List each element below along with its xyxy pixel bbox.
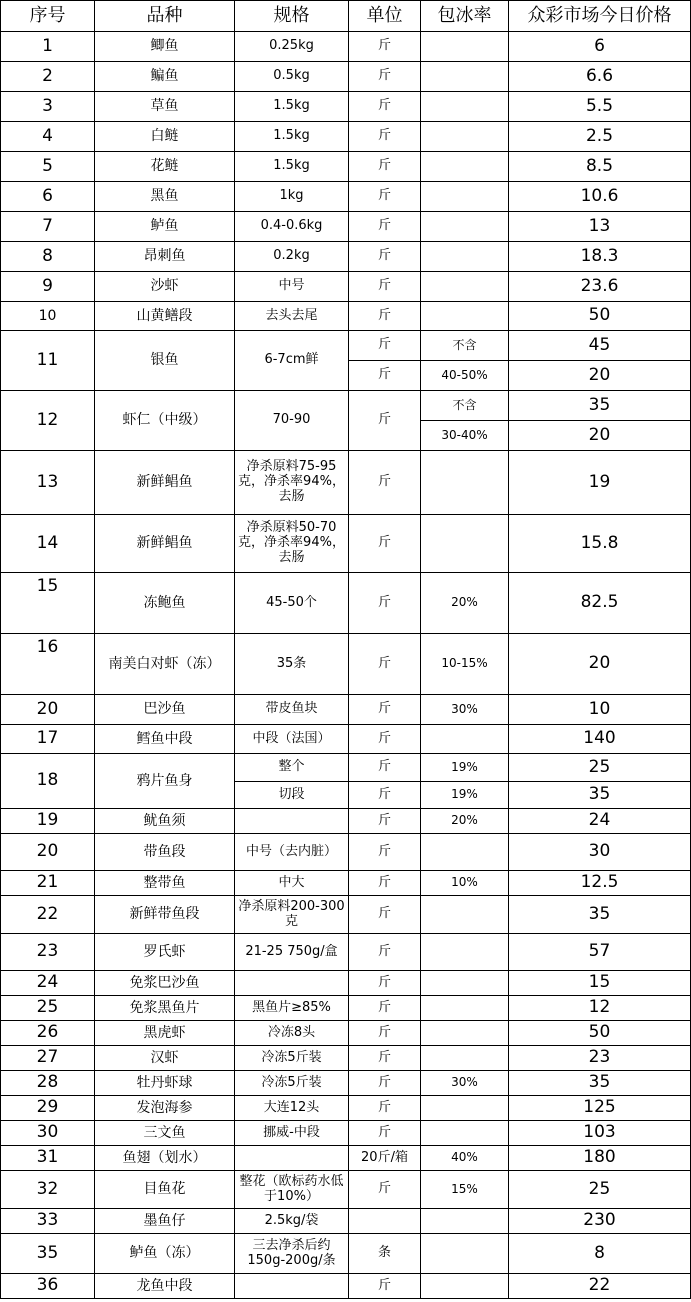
table-row xyxy=(1,212,691,242)
cell-spec: 0.2kg xyxy=(235,242,349,272)
cell-no: 5 xyxy=(1,152,95,182)
cell-spec xyxy=(235,809,349,834)
cell-name: 鳊鱼 xyxy=(95,62,235,92)
cell-unit: 斤 xyxy=(349,272,421,302)
cell-name: 带鱼段 xyxy=(95,834,235,871)
cell-no: 16 xyxy=(1,634,95,695)
cell-unit: 斤 xyxy=(349,896,421,934)
cell-no: 21 xyxy=(1,871,95,896)
cell-price: 20 xyxy=(509,361,691,391)
table-row xyxy=(1,182,691,212)
cell-no: 8 xyxy=(1,242,95,272)
cell-unit: 斤 xyxy=(349,451,421,515)
cell-name: 虾仁（中级） xyxy=(95,391,235,451)
cell-spec: 中号（去内脏） xyxy=(235,834,349,871)
table-row xyxy=(1,32,691,62)
cell-unit: 斤 xyxy=(349,634,421,695)
cell-name: 整带鱼 xyxy=(95,871,235,896)
cell-spec: 0.4-0.6kg xyxy=(235,212,349,242)
cell-spec xyxy=(235,971,349,996)
cell-unit: 斤 xyxy=(349,809,421,834)
cell-name: 龙鱼中段 xyxy=(95,1274,235,1299)
cell-name: 鸦片鱼身 xyxy=(95,754,235,809)
cell-ice xyxy=(421,1209,509,1234)
cell-ice: 30% xyxy=(421,1071,509,1096)
cell-no: 30 xyxy=(1,1121,95,1146)
table-row xyxy=(1,1274,691,1299)
cell-name: 南美白对虾（冻） xyxy=(95,634,235,695)
cell-price: 82.5 xyxy=(509,573,691,634)
cell-price: 230 xyxy=(509,1209,691,1234)
table-row xyxy=(1,1071,691,1096)
cell-no: 18 xyxy=(1,754,95,809)
cell-price: 57 xyxy=(509,934,691,971)
cell-no: 1 xyxy=(1,32,95,62)
cell-spec: 大连12头 xyxy=(235,1096,349,1121)
table-row xyxy=(1,242,691,272)
cell-spec: 21-25 750g/盒 xyxy=(235,934,349,971)
cell-name: 目鱼花 xyxy=(95,1171,235,1209)
cell-price: 180 xyxy=(509,1146,691,1171)
cell-spec: 去头去尾 xyxy=(235,302,349,331)
cell-no: 23 xyxy=(1,934,95,971)
cell-spec: 带皮鱼块 xyxy=(235,695,349,725)
cell-spec: 2.5kg/袋 xyxy=(235,1209,349,1234)
cell-ice xyxy=(421,1021,509,1046)
cell-name: 牡丹虾球 xyxy=(95,1071,235,1096)
cell-spec: 切段 xyxy=(235,782,349,809)
cell-price: 35 xyxy=(509,1071,691,1096)
cell-ice: 15% xyxy=(421,1171,509,1209)
cell-ice xyxy=(421,32,509,62)
header-row xyxy=(1,1,691,32)
cell-price: 125 xyxy=(509,1096,691,1121)
cell-no: 9 xyxy=(1,272,95,302)
cell-price: 35 xyxy=(509,896,691,934)
table-row xyxy=(1,92,691,122)
cell-name: 发泡海参 xyxy=(95,1096,235,1121)
cell-price: 50 xyxy=(509,1021,691,1046)
cell-no: 24 xyxy=(1,971,95,996)
table-row xyxy=(1,1171,691,1209)
table-row xyxy=(1,695,691,725)
cell-name: 黑鱼 xyxy=(95,182,235,212)
cell-price: 12 xyxy=(509,996,691,1021)
cell-ice: 19% xyxy=(421,782,509,809)
cell-ice xyxy=(421,1274,509,1299)
cell-ice xyxy=(421,92,509,122)
table-row xyxy=(1,834,691,871)
cell-spec: 净杀原料200-300克 xyxy=(235,896,349,934)
cell-no: 20 xyxy=(1,695,95,725)
cell-ice xyxy=(421,834,509,871)
cell-no: 15 xyxy=(1,573,95,634)
cell-name: 新鲜鲳鱼 xyxy=(95,515,235,573)
cell-spec: 0.5kg xyxy=(235,62,349,92)
cell-price: 18.3 xyxy=(509,242,691,272)
table-row xyxy=(1,302,691,331)
cell-spec: 1.5kg xyxy=(235,92,349,122)
cell-ice: 不含 xyxy=(421,391,509,421)
cell-ice xyxy=(421,212,509,242)
cell-unit: 斤 xyxy=(349,871,421,896)
cell-price: 50 xyxy=(509,302,691,331)
table-row xyxy=(1,451,691,515)
cell-ice xyxy=(421,725,509,754)
cell-price: 25 xyxy=(509,1171,691,1209)
cell-unit: 斤 xyxy=(349,391,421,451)
cell-ice xyxy=(421,1096,509,1121)
cell-price: 24 xyxy=(509,809,691,834)
cell-spec xyxy=(235,1274,349,1299)
cell-name: 草鱼 xyxy=(95,92,235,122)
cell-spec: 冷冻5斤装 xyxy=(235,1071,349,1096)
cell-price: 25 xyxy=(509,754,691,782)
cell-price: 10.6 xyxy=(509,182,691,212)
cell-no: 31 xyxy=(1,1146,95,1171)
cell-unit: 斤 xyxy=(349,1046,421,1071)
cell-name: 黑虎虾 xyxy=(95,1021,235,1046)
cell-spec: 三去净杀后约150g-200g/条 xyxy=(235,1234,349,1274)
cell-unit: 斤 xyxy=(349,573,421,634)
cell-price: 20 xyxy=(509,421,691,451)
table-row xyxy=(1,391,691,421)
cell-ice xyxy=(421,996,509,1021)
table-row xyxy=(1,152,691,182)
cell-no: 28 xyxy=(1,1071,95,1096)
cell-no: 2 xyxy=(1,62,95,92)
cell-ice xyxy=(421,152,509,182)
table-row xyxy=(1,871,691,896)
cell-price: 2.5 xyxy=(509,122,691,152)
cell-ice: 不含 xyxy=(421,331,509,361)
header-ice: 包冰率 xyxy=(421,1,509,32)
cell-spec: 1kg xyxy=(235,182,349,212)
cell-name: 花鲢 xyxy=(95,152,235,182)
cell-spec: 70-90 xyxy=(235,391,349,451)
cell-unit: 斤 xyxy=(349,1071,421,1096)
cell-ice xyxy=(421,302,509,331)
cell-unit: 斤 xyxy=(349,302,421,331)
cell-ice xyxy=(421,1234,509,1274)
cell-no: 20 xyxy=(1,834,95,871)
cell-price: 22 xyxy=(509,1274,691,1299)
table-row xyxy=(1,1209,691,1234)
cell-price: 6 xyxy=(509,32,691,62)
cell-unit: 条 xyxy=(349,1234,421,1274)
cell-spec: 黑鱼片≥85% xyxy=(235,996,349,1021)
cell-ice xyxy=(421,934,509,971)
cell-spec: 0.25kg xyxy=(235,32,349,62)
cell-unit: 斤 xyxy=(349,32,421,62)
cell-name: 白鲢 xyxy=(95,122,235,152)
table-row xyxy=(1,272,691,302)
header-no: 序号 xyxy=(1,1,95,32)
cell-no: 3 xyxy=(1,92,95,122)
cell-price: 10 xyxy=(509,695,691,725)
cell-name: 罗氏虾 xyxy=(95,934,235,971)
cell-price: 45 xyxy=(509,331,691,361)
cell-spec: 净杀原料75-95克，净杀率94%，去肠 xyxy=(235,451,349,515)
cell-ice xyxy=(421,1121,509,1146)
table-row xyxy=(1,1096,691,1121)
cell-spec: 整个 xyxy=(235,754,349,782)
cell-ice: 40% xyxy=(421,1146,509,1171)
header-spec: 规格 xyxy=(235,1,349,32)
cell-spec: 净杀原料50-70克，净杀率94%，去肠 xyxy=(235,515,349,573)
cell-price: 23 xyxy=(509,1046,691,1071)
cell-spec: 冷冻5斤装 xyxy=(235,1046,349,1071)
cell-unit: 斤 xyxy=(349,92,421,122)
table-row xyxy=(1,971,691,996)
cell-spec: 整花（欧标药水低于10%） xyxy=(235,1171,349,1209)
cell-no: 6 xyxy=(1,182,95,212)
cell-no: 4 xyxy=(1,122,95,152)
cell-no: 13 xyxy=(1,451,95,515)
cell-unit: 斤 xyxy=(349,834,421,871)
cell-no: 11 xyxy=(1,331,95,391)
cell-unit: 斤 xyxy=(349,515,421,573)
cell-unit: 斤 xyxy=(349,152,421,182)
cell-ice: 40-50% xyxy=(421,361,509,391)
cell-unit: 斤 xyxy=(349,182,421,212)
table-row xyxy=(1,996,691,1021)
cell-name: 免浆巴沙鱼 xyxy=(95,971,235,996)
cell-no: 35 xyxy=(1,1234,95,1274)
cell-price: 20 xyxy=(509,634,691,695)
cell-ice: 10-15% xyxy=(421,634,509,695)
cell-unit: 斤 xyxy=(349,1121,421,1146)
cell-unit: 斤 xyxy=(349,361,421,391)
cell-ice: 20% xyxy=(421,809,509,834)
cell-unit: 斤 xyxy=(349,122,421,152)
cell-unit xyxy=(349,1209,421,1234)
cell-price: 15 xyxy=(509,971,691,996)
cell-name: 鳕鱼中段 xyxy=(95,725,235,754)
cell-name: 鲈鱼 xyxy=(95,212,235,242)
cell-unit: 斤 xyxy=(349,331,421,361)
table-row xyxy=(1,809,691,834)
cell-no: 29 xyxy=(1,1096,95,1121)
cell-price: 8 xyxy=(509,1234,691,1274)
cell-price: 6.6 xyxy=(509,62,691,92)
cell-no: 32 xyxy=(1,1171,95,1209)
cell-spec: 35条 xyxy=(235,634,349,695)
cell-spec: 中大 xyxy=(235,871,349,896)
table-row xyxy=(1,573,691,634)
cell-name: 鲈鱼（冻） xyxy=(95,1234,235,1274)
cell-spec: 1.5kg xyxy=(235,152,349,182)
table-row xyxy=(1,725,691,754)
table-row xyxy=(1,1046,691,1071)
cell-unit: 斤 xyxy=(349,725,421,754)
cell-price: 23.6 xyxy=(509,272,691,302)
cell-name: 免浆黑鱼片 xyxy=(95,996,235,1021)
table-row xyxy=(1,1234,691,1274)
cell-unit: 斤 xyxy=(349,971,421,996)
cell-unit: 斤 xyxy=(349,62,421,92)
cell-name: 冻鲍鱼 xyxy=(95,573,235,634)
cell-unit: 斤 xyxy=(349,996,421,1021)
cell-no: 17 xyxy=(1,725,95,754)
cell-no: 22 xyxy=(1,896,95,934)
cell-no: 26 xyxy=(1,1021,95,1046)
cell-name: 新鲜带鱼段 xyxy=(95,896,235,934)
cell-price: 5.5 xyxy=(509,92,691,122)
cell-name: 沙虾 xyxy=(95,272,235,302)
header-unit: 单位 xyxy=(349,1,421,32)
cell-ice xyxy=(421,971,509,996)
cell-unit: 斤 xyxy=(349,934,421,971)
cell-ice xyxy=(421,1046,509,1071)
cell-no: 14 xyxy=(1,515,95,573)
cell-price: 30 xyxy=(509,834,691,871)
cell-name: 山黄鳝段 xyxy=(95,302,235,331)
cell-unit: 斤 xyxy=(349,212,421,242)
cell-spec: 45-50个 xyxy=(235,573,349,634)
cell-price: 35 xyxy=(509,782,691,809)
cell-price: 35 xyxy=(509,391,691,421)
table-row xyxy=(1,515,691,573)
cell-unit: 斤 xyxy=(349,242,421,272)
cell-spec: 1.5kg xyxy=(235,122,349,152)
cell-ice: 30% xyxy=(421,695,509,725)
cell-ice: 30-40% xyxy=(421,421,509,451)
cell-name: 汉虾 xyxy=(95,1046,235,1071)
cell-unit: 斤 xyxy=(349,695,421,725)
table-row xyxy=(1,331,691,361)
cell-unit: 斤 xyxy=(349,1171,421,1209)
table-row xyxy=(1,934,691,971)
cell-price: 13 xyxy=(509,212,691,242)
cell-unit: 斤 xyxy=(349,754,421,782)
cell-ice xyxy=(421,451,509,515)
cell-spec: 冷冻8头 xyxy=(235,1021,349,1046)
cell-no: 7 xyxy=(1,212,95,242)
cell-ice xyxy=(421,896,509,934)
cell-no: 36 xyxy=(1,1274,95,1299)
cell-no: 19 xyxy=(1,809,95,834)
cell-unit: 斤 xyxy=(349,1096,421,1121)
cell-no: 10 xyxy=(1,302,95,331)
cell-ice xyxy=(421,182,509,212)
table-row xyxy=(1,1121,691,1146)
cell-name: 三文鱼 xyxy=(95,1121,235,1146)
cell-spec: 中号 xyxy=(235,272,349,302)
header-price: 众彩市场今日价格 xyxy=(509,1,691,32)
cell-unit: 斤 xyxy=(349,782,421,809)
cell-price: 19 xyxy=(509,451,691,515)
cell-unit: 斤 xyxy=(349,1274,421,1299)
cell-no: 25 xyxy=(1,996,95,1021)
table-row xyxy=(1,1146,691,1171)
cell-name: 鱼翅（划水） xyxy=(95,1146,235,1171)
cell-spec: 挪威-中段 xyxy=(235,1121,349,1146)
cell-unit: 斤 xyxy=(349,1021,421,1046)
cell-spec xyxy=(235,1146,349,1171)
cell-no: 12 xyxy=(1,391,95,451)
cell-ice: 19% xyxy=(421,754,509,782)
cell-price: 8.5 xyxy=(509,152,691,182)
table-row xyxy=(1,122,691,152)
table-row xyxy=(1,896,691,934)
cell-price: 103 xyxy=(509,1121,691,1146)
cell-name: 巴沙鱼 xyxy=(95,695,235,725)
table-row xyxy=(1,634,691,695)
cell-name: 银鱼 xyxy=(95,331,235,391)
cell-spec: 中段（法国） xyxy=(235,725,349,754)
cell-no: 27 xyxy=(1,1046,95,1071)
cell-ice xyxy=(421,62,509,92)
cell-name: 新鲜鲳鱼 xyxy=(95,451,235,515)
cell-no: 33 xyxy=(1,1209,95,1234)
cell-name: 墨鱼仔 xyxy=(95,1209,235,1234)
cell-unit: 20斤/箱 xyxy=(349,1146,421,1171)
cell-ice xyxy=(421,515,509,573)
cell-name: 鱿鱼须 xyxy=(95,809,235,834)
cell-ice xyxy=(421,122,509,152)
cell-name: 昂刺鱼 xyxy=(95,242,235,272)
cell-ice xyxy=(421,272,509,302)
table-row xyxy=(1,62,691,92)
table-row xyxy=(1,754,691,782)
cell-price: 140 xyxy=(509,725,691,754)
cell-ice: 20% xyxy=(421,573,509,634)
cell-price: 12.5 xyxy=(509,871,691,896)
cell-name: 鲫鱼 xyxy=(95,32,235,62)
cell-ice: 10% xyxy=(421,871,509,896)
header-name: 品种 xyxy=(95,1,235,32)
cell-ice xyxy=(421,242,509,272)
cell-price: 15.8 xyxy=(509,515,691,573)
cell-spec: 6-7cm鲜 xyxy=(235,331,349,391)
table-row xyxy=(1,1021,691,1046)
